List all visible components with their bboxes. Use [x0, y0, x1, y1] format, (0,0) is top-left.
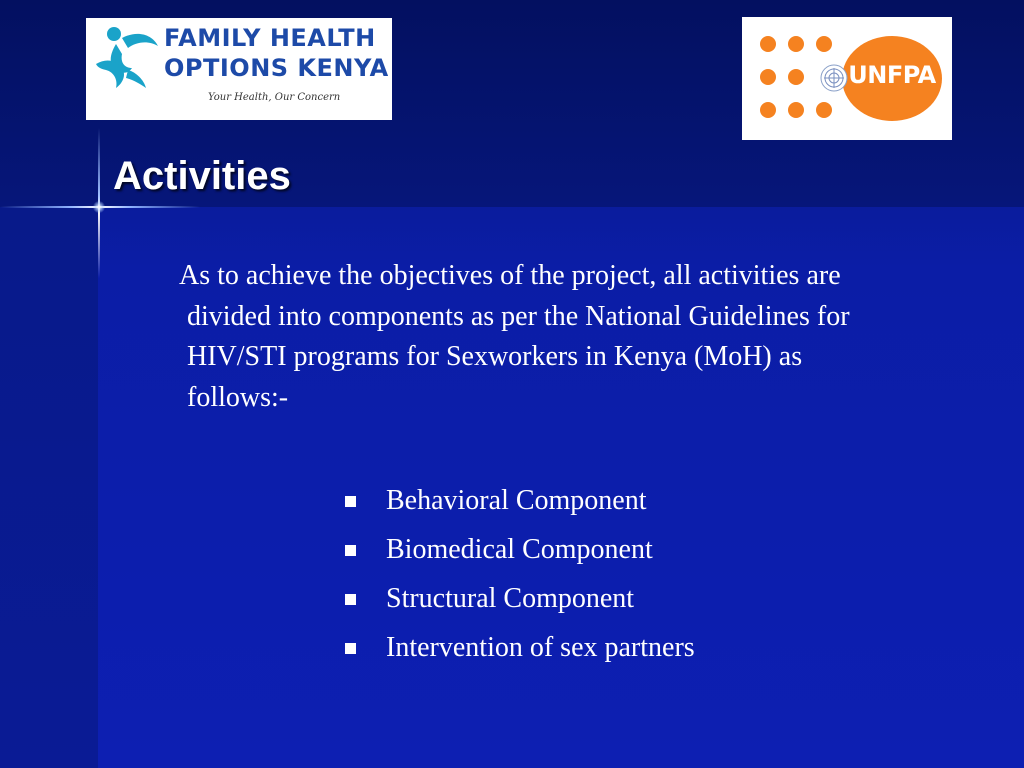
unfpa-dot [760, 69, 776, 85]
square-bullet-icon [345, 496, 356, 507]
unfpa-dot [816, 102, 832, 118]
intro-paragraph: As to achieve the objectives of the project, all activities are divided into components as per the National Guidelines for HIV/STI programs for Sexworkers in Kenya (MoH) as follows:- [179, 260, 850, 413]
unfpa-dot [788, 69, 804, 85]
list-item-label: Intervention of sex partners [386, 632, 695, 663]
fhok-logo-line1: FAMILY HEALTH [164, 24, 376, 52]
list-item-label: Behavioral Component [386, 485, 647, 516]
decorative-sparkle [93, 201, 105, 213]
unfpa-dot [760, 36, 776, 52]
fhok-logo [86, 18, 392, 120]
square-bullet-icon [345, 545, 356, 556]
list-item-label: Biomedical Component [386, 534, 653, 565]
list-item [342, 525, 695, 574]
component-list [342, 476, 695, 672]
slide-title: Activities [113, 154, 291, 198]
list-item-label: Structural Component [386, 583, 635, 614]
unfpa-dot [816, 36, 832, 52]
unfpa-dot [760, 102, 776, 118]
unfpa-logo-text: UNFPA [848, 61, 936, 89]
square-bullet-icon [345, 594, 356, 605]
fhok-logo-line2: OPTIONS KENYA [164, 54, 389, 82]
left-band [0, 207, 98, 768]
unfpa-dot [788, 102, 804, 118]
fhok-logo-tagline: Your Health, Our Concern [208, 92, 341, 103]
list-item [342, 574, 695, 623]
list-item [342, 623, 695, 672]
list-item [342, 476, 695, 525]
square-bullet-icon [345, 643, 356, 654]
unfpa-dot [788, 36, 804, 52]
runner-figure-icon [92, 24, 162, 94]
unfpa-logo [742, 17, 952, 140]
